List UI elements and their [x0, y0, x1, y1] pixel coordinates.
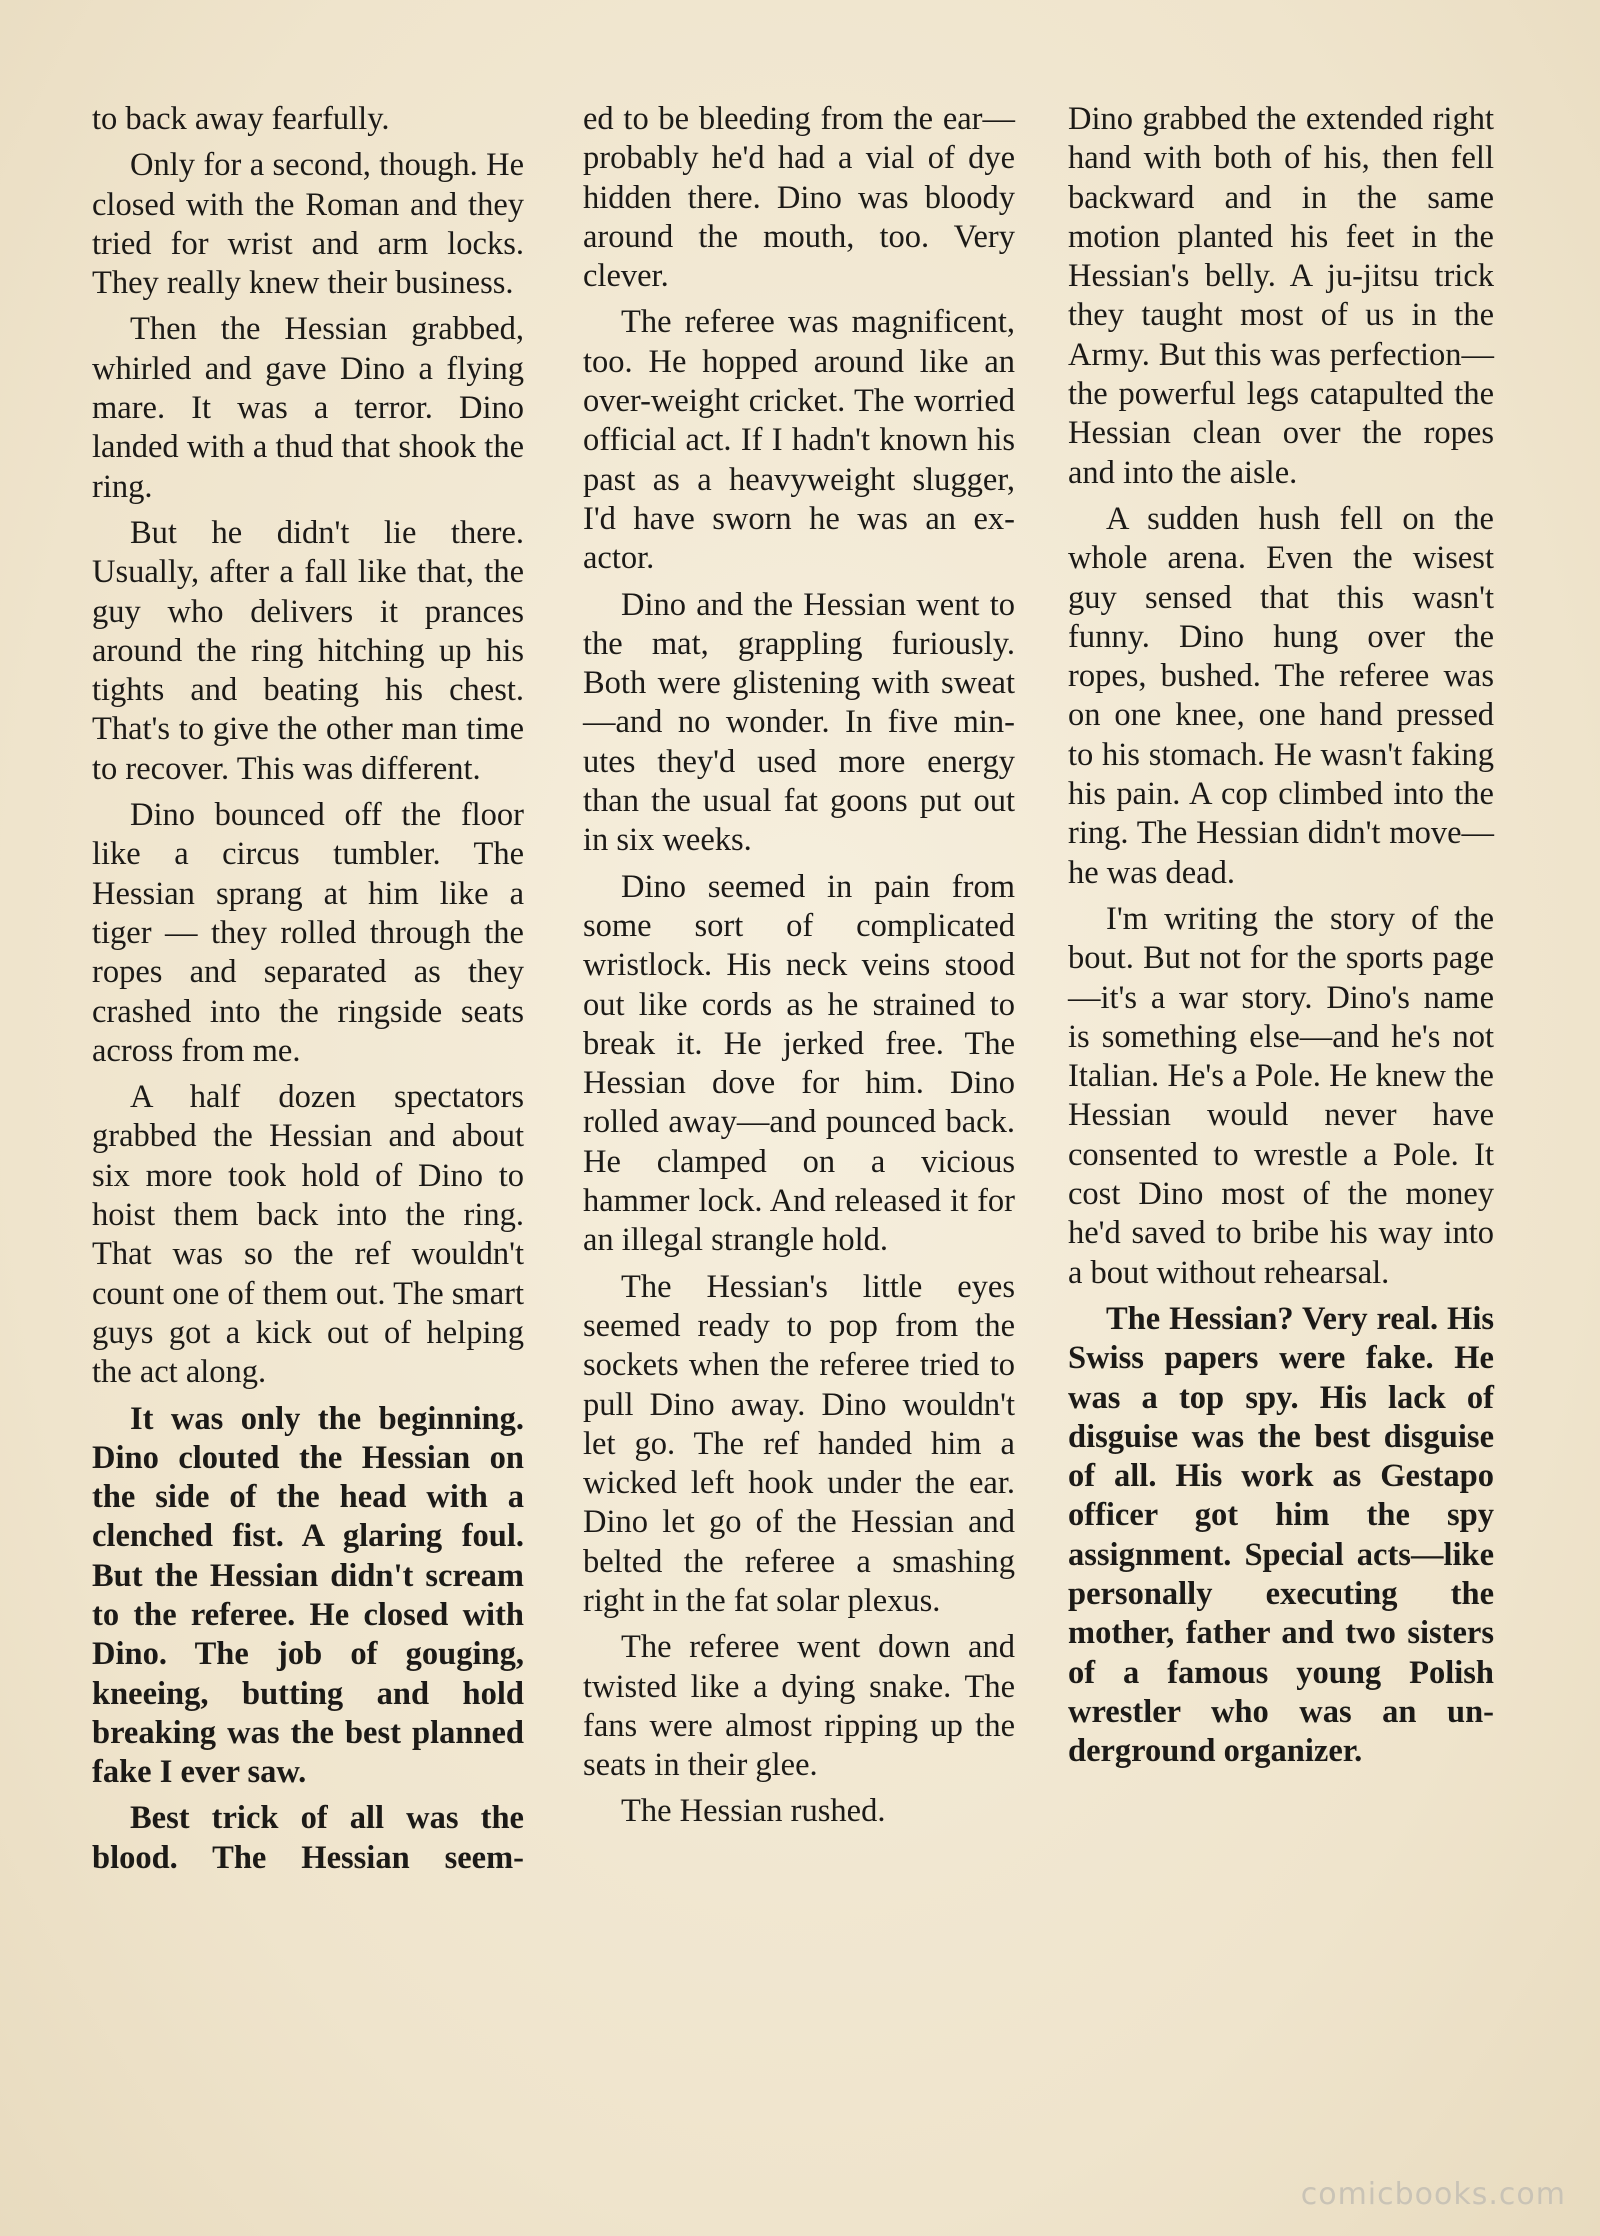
paragraph: Dino bounced off the floor like a circus tumbler. The Hessian sprang at him like a tiger — they rolled through the ropes and separated as they crashed into the ringside seats across from me.	[92, 797, 524, 1069]
paragraph: Only for a second, though. He closed with the Roman and they tried for wrist and arm locks. They really knew their business.	[92, 147, 524, 302]
text-column-3	[1068, 100, 1494, 1778]
paragraph: ed to be bleeding from the ear—probably he'd had a vial of dye hidden there. Dino was bloody around the mouth, too. Very clever.	[583, 101, 1015, 295]
paragraph: But he didn't lie there. Usually, after a fall like that, the guy who delivers it prances around the ring hitching up his tights and beating his chest. That's to give the other man time to recover. This was different.	[92, 514, 524, 787]
paragraph: It was only the beginning. Dino clouted the Hessian on the side of the head with a clenched fist. A glaring foul. But the Hessian didn't scream to the referee. He closed with Dino. The job of gouging, kneeing, butting and hold breaking was the best planned fake I ever saw.	[92, 1400, 524, 1791]
text-column-2	[583, 100, 1015, 1839]
paragraph: Best trick of all was the blood. The Hessian seem-	[92, 1800, 524, 1876]
paragraph: The Hessian's little eyes seemed ready to pop from the sockets when the referee tried to pull Dino away. Dino wouldn't let go. The ref handed him a wicked left hook under the ear. Dino let go of the Hessian and belted the referee a smashing right in the fat solar plexus.	[583, 1268, 1015, 1619]
paragraph: Dino grabbed the extended right hand with both of his, then fell backward and in the same motion planted his feet in the Hessian's belly. A ju-jitsu trick they taught most of us in the Army. But this was perfection—the powerful legs catapulted the Hessian clean over the ropes and into the aisle.	[1068, 101, 1494, 491]
paragraph: Dino seemed in pain from some sort of complicated wristlock. His neck veins stood out like cords as he strained to break it. He jerked free. The Hessian dove for him. Dino rolled away—and pounced back. He clamped on a vicious hammer lock. And released it for an illegal strangle hold.	[583, 868, 1015, 1259]
paragraph: A half dozen spectators grabbed the Hessian and about six more took hold of Dino to hoist them back into the ring. That was so the ref wouldn't count one of them out. The smart guys got a kick out of helping the act along.	[92, 1079, 524, 1391]
text-column-1	[92, 100, 524, 1885]
paragraph: A sudden hush fell on the whole arena. Even the wisest guy sensed that this wasn't funny. Dino hung over the ropes, bushed. The referee was on one knee, one hand pressed to his stomach. He wasn't faking his pain. A cop climbed into the ring. The Hessian didn't move—he was dead.	[1068, 500, 1494, 891]
watermark: comicbooks.com	[1300, 2177, 1566, 2212]
paragraph: The referee was magnificent, too. He hopped around like an over-weight cricket. The worried official act. If I hadn't known his past as a heavyweight slugger, I'd have sworn he was an ex-actor.	[583, 304, 1015, 577]
paragraph: I'm writing the story of the bout. But not for the sports page—it's a war story. Dino's name is something else—and he's not Italian. He's a Pole. He knew the Hessian would never have consented to wrestle a Pole. It cost Dino most of the money he'd saved to bribe his way into a bout without rehearsal.	[1068, 900, 1494, 1291]
paragraph: Then the Hessian grabbed, whirled and gave Dino a flying mare. It was a terror. Dino landed with a thud that shook the ring.	[92, 311, 524, 505]
paragraph: Dino and the Hessian went to the mat, grappling furiously. Both were glistening with sweat—and no wonder. In five minutes they'd used more energy than the usual fat goons put out in six weeks.	[583, 586, 1015, 859]
paragraph: to back away fearfully.	[92, 101, 390, 137]
paragraph: The Hessian? Very real. His Swiss papers were fake. He was a top spy. His lack of disguise was the best disguise of all. His work as Gestapo officer got him the spy assignment. Special acts—like personally executing the mother, father and two sisters of a famous young Polish wrestler who was an underground organizer.	[1068, 1300, 1494, 1770]
paragraph: The referee went down and twisted like a dying snake. The fans were almost ripping up the seats in their glee.	[583, 1629, 1015, 1784]
paragraph: The Hessian rushed.	[621, 1793, 886, 1830]
